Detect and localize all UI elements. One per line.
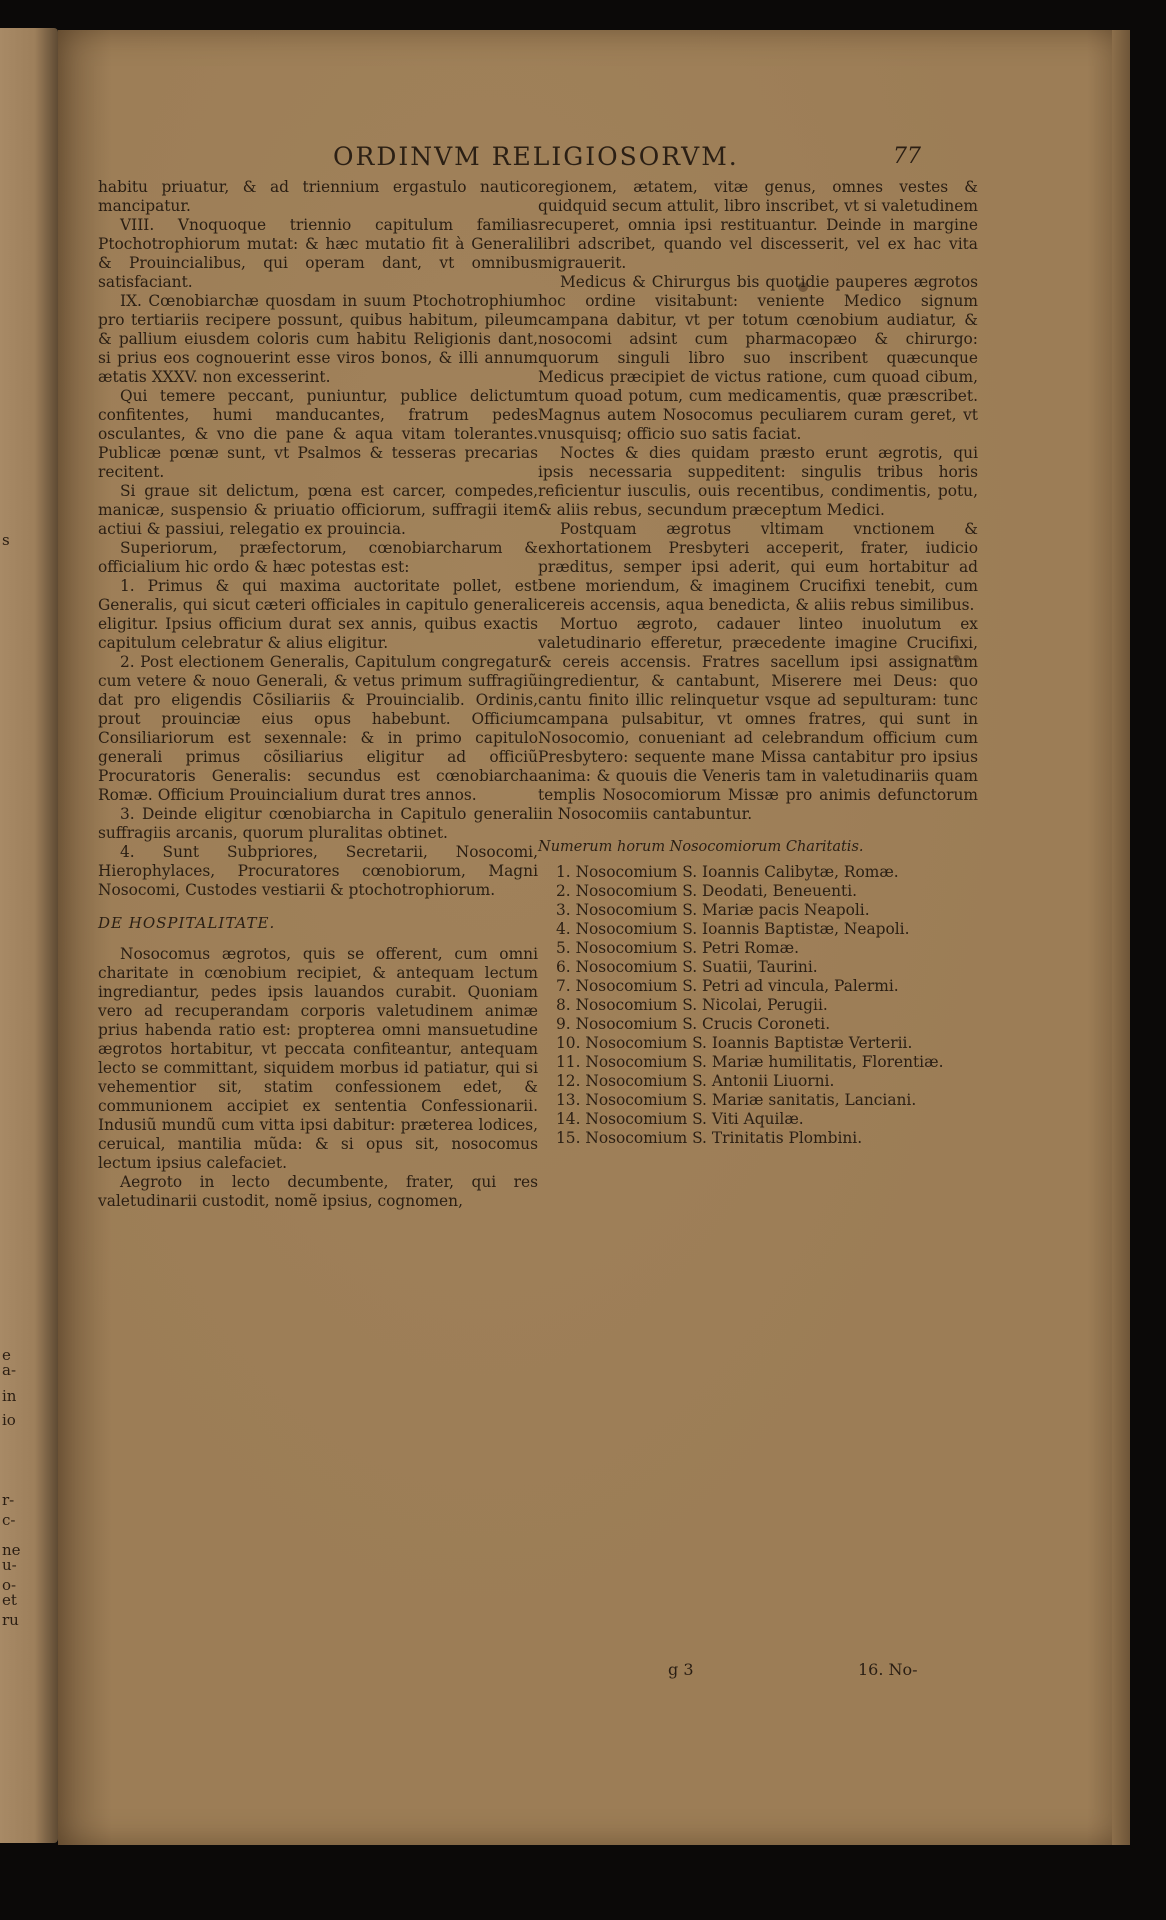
paragraph: habitu priuatur, & ad triennium ergastulo nautico mancipatur. (98, 178, 538, 215)
facing-page-fragment: et (2, 1591, 17, 1609)
hospital-list-item: 9. Nosocomium S. Crucis Coroneti. (556, 1015, 831, 1033)
facing-page-fragment: io (2, 1411, 16, 1429)
facing-page-edge (0, 28, 58, 1843)
hospital-list-item: 10. Nosocomium S. Ioannis Baptistæ Verterii. (556, 1034, 913, 1052)
hospital-list-item: 1. Nosocomium S. Ioannis Calibytæ, Romæ. (556, 863, 899, 881)
hospital-list-item: 3. Nosocomium S. Mariæ pacis Neapoli. (556, 901, 870, 919)
page-number: 77 (893, 144, 921, 169)
list-title: Numerum horum Nosocomiorum Charitatis. (538, 839, 864, 855)
facing-page-fragment: ne (2, 1541, 21, 1559)
hospital-list-item: 12. Nosocomium S. Antonii Liuorni. (556, 1072, 835, 1090)
paragraph: Aegroto in lecto decumbente, frater, qui res valetudinarii custodit, nomẽ ipsius, cognomen, (98, 1173, 538, 1210)
facing-page-fragment: u- (2, 1556, 17, 1574)
paragraph: 2. Post electionem Generalis, Capitulum congregatur cum vetere & nouo Generali, & vetus primum suffragiũ dat pro eligendis Cõsiliariis & Prouincialib. Ordinis, prout prouinciæ eius opus habebunt. Officium Consiliariorum est sexennale: & in primo capitulo generali primus cõsiliarius eligitur ad officiũ Procuratoris Generalis: secundus est cœnobiarcha Romæ. Officium Prouincialium durat tres annos. (98, 653, 538, 804)
paragraph: Postquam ægrotus vltimam vnctionem & exhortationem Presbyteri acceperit, frater, iudicio præditus, semper ipsi aderit, qui eum hortabitur ad bene moriendum, & imaginem Crucifixi tenebit, cum cereis accensis, aqua benedicta, & aliis rebus similibus. (538, 520, 978, 614)
facing-page-fragment: c- (2, 1511, 16, 1529)
paragraph: IX. Cœnobiarchæ quosdam in suum Ptochotrophium pro tertiariis recipere possunt, quibus habitum, pileum & pallium eiusdem coloris cum habitu Religionis dant, si prius eos cognouerint esse viros bonos, & illi annum ætatis XXXV. non excesserint. (98, 292, 538, 386)
hospital-list-item: 14. Nosocomium S. Viti Aquilæ. (556, 1110, 804, 1128)
hospital-list-item: 2. Nosocomium S. Deodati, Beneuenti. (556, 882, 858, 900)
hospital-list-item: 13. Nosocomium S. Mariæ sanitatis, Lanciani. (556, 1091, 917, 1109)
hospital-list-item: 8. Nosocomium S. Nicolai, Perugii. (556, 996, 828, 1014)
facing-page-fragment: o- (2, 1576, 17, 1594)
section-title: DE HOSPITALITATE. (98, 914, 276, 932)
facing-page-fragment: e (2, 1346, 11, 1364)
facing-page-fragment: s (2, 531, 10, 549)
hospital-list-item: 11. Nosocomium S. Mariæ humilitatis, Florentiæ. (556, 1053, 944, 1071)
page-header (58, 142, 1130, 182)
paragraph: regionem, ætatem, vitæ genus, omnes vestes & quidquid secum attulit, libro inscribet, vt si valetudinem recuperet, omnia ipsi restituantur. Deinde in margine libri adscribet, quando vel discesserit, vel ex hac vita migrauerit. (538, 178, 978, 272)
hospital-list-item: 7. Nosocomium S. Petri ad vincula, Palermi. (556, 977, 899, 995)
paragraph: Noctes & dies quidam præsto erunt ægrotis, qui ipsis necessaria suppeditent: singulis tribus horis reficientur iusculis, ouis recentibus, condimentis, potu, & aliis rebus, secundum præceptum Medici. (538, 444, 978, 519)
paragraph: 3. Deinde eligitur cœnobiarcha in Capitulo generali suffragiis arcanis, quorum pluralitas obtinet. (98, 805, 538, 842)
paragraph: Mortuo ægroto, cadauer linteo inuolutum ex valetudinario efferetur, præcedente imagine Crucifixi, & cereis accensis. Fratres sacellum ipsi assignatum ingredientur, & cantabunt, Miserere mei Deus: quo cantu finito illic relinquetur vsque ad sepulturam: tunc campana pulsabitur, vt omnes fratres, qui sunt in Nosocomio, conueniant ad celebrandum officium cum Presbytero: sequente mane Missa cantabitur pro ipsius anima: & quouis die Veneris tam in valetudinariis quam templis Nosocomiorum Missæ pro animis defunctorum in Nosocomiis cantabuntur. (538, 615, 978, 823)
catchword: 16. No- (858, 1660, 918, 1679)
facing-page-fragment: r- (2, 1491, 15, 1509)
paragraph: Si graue sit delictum, pœna est carcer, compedes, manicæ, suspensio & priuatio officiorum, suffragii item actiui & passiui, relegatio ex prouincia. (98, 482, 538, 538)
facing-page-fragment: in (2, 1387, 17, 1405)
paragraph: Superiorum, præfectorum, cœnobiarcharum & officialium hic ordo & hæc potestas est: (98, 539, 538, 576)
page-fore-edge (1112, 30, 1130, 1845)
hospital-list-item: 4. Nosocomium S. Ioannis Baptistæ, Neapoli. (556, 920, 910, 938)
paragraph: VIII. Vnoquoque triennio capitulum familias Ptochotrophiorum mutat: & hæc mutatio fit à Generali & Prouincialibus, qui operam dant, vt omnibus satisfaciant. (98, 216, 538, 291)
running-head: ORDINVM RELIGIOSORVM. (333, 142, 739, 171)
hospital-list-item: 15. Nosocomium S. Trinitatis Plombini. (556, 1129, 863, 1147)
paragraph: Nosocomus ægrotos, quis se offerent, cum omni charitate in cœnobium recipiet, & antequam lectum ingrediantur, pedes ipsis lauandos curabit. Quoniam vero ad recuperandam corporis valetudinem animæ prius habenda ratio est: propterea omni mansuetudine ægrotos hortabitur, vt peccata confiteantur, antequam lecto se committant, siquidem morbus id patiatur, qui si vehementior sit, statim confessionem edet, & communionem accipiet ex sententia Confessionarii. Indusiũ mundũ cum vitta ipsi dabitur: præterea lodices, ceruical, mantilia mũda: & si opus sit, nosocomus lectum ipsius calefaciet. (98, 945, 538, 1172)
paragraph: 1. Primus & qui maxima auctoritate pollet, est Generalis, qui sicut cæteri officiales in capitulo generali eligitur. Ipsius officium durat sex annis, quibus exactis capitulum celebratur & alius eligitur. (98, 577, 538, 652)
left-text-column (98, 178, 538, 1211)
hospital-list-item: 6. Nosocomium S. Suatii, Taurini. (556, 958, 818, 976)
facing-page-fragment: ru (2, 1611, 19, 1629)
facing-page-fragment: a- (2, 1361, 17, 1379)
book-page (58, 30, 1130, 1845)
page-footer (58, 1660, 1130, 1690)
signature-mark: g 3 (668, 1660, 694, 1679)
paragraph: 4. Sunt Subpriores, Secretarii, Nosocomi, Hierophylaces, Procuratores cœnobiorum, Magni Nosocomi, Custodes vestiarii & ptochotrophiorum. (98, 843, 538, 899)
paragraph: Qui temere peccant, puniuntur, publice delictum confitentes, humi manducantes, fratrum pedes osculantes, & vno die pane & aqua vitam tolerantes. Publicæ pœnæ sunt, vt Psalmos & tesseras precarias recitent. (98, 387, 538, 481)
paragraph: Medicus & Chirurgus bis quotidie pauperes ægrotos hoc ordine visitabunt: veniente Medico signum campana dabitur, vt per totum cœnobium audiatur, & nosocomi adsint cum pharmacopæo & chirurgo: quorum singuli libro suo inscribent quæcunque Medicus præcipiet de victus ratione, cum quoad cibum, tum quoad potum, cum medicamentis, quæ præscribet. Magnus autem Nosocomus peculiarem curam geret, vt vnusquisq; officio suo satis faciat. (538, 273, 978, 443)
hospital-list-item: 5. Nosocomium S. Petri Romæ. (556, 939, 799, 957)
right-text-column (538, 178, 978, 1148)
